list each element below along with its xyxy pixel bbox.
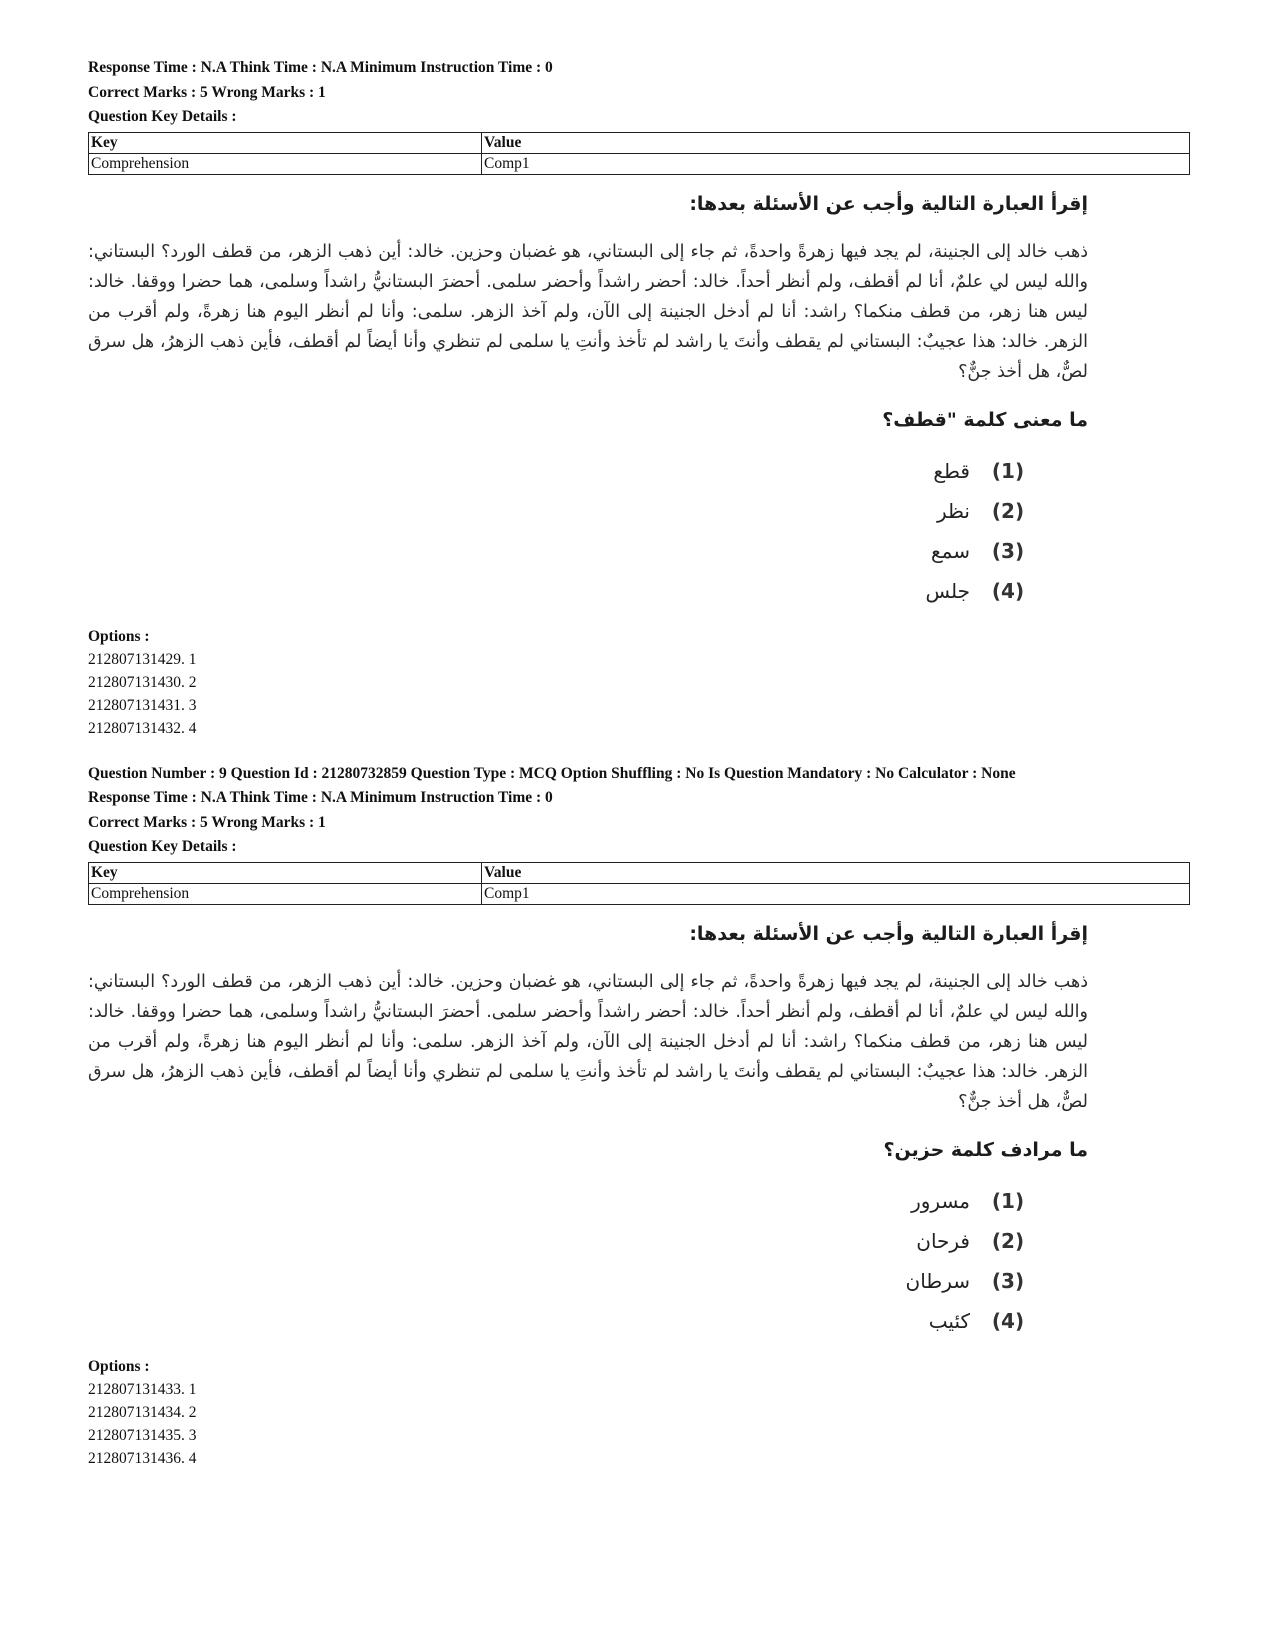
choice-number: (2) xyxy=(991,1228,1025,1253)
question-image xyxy=(88,189,1088,611)
choice-list xyxy=(88,451,1088,611)
choice-number: (1) xyxy=(991,1188,1025,1213)
meta-response-time: Response Time : N.A Think Time : N.A Minimum Instruction Time : 0 xyxy=(88,59,553,76)
document-page xyxy=(88,56,1188,1470)
choice-list xyxy=(88,1181,1088,1341)
choice-number: (3) xyxy=(991,1268,1025,1293)
meta-key-details-label: Question Key Details : xyxy=(88,838,237,855)
choice-item xyxy=(88,1181,1088,1221)
meta-key-details-label: Question Key Details : xyxy=(88,108,237,125)
options-label: Options : xyxy=(88,1357,150,1375)
choice-item xyxy=(88,1301,1088,1341)
option-id-line: 212807131431. 3 xyxy=(88,696,197,714)
table-header-key: Key xyxy=(89,862,482,883)
choice-item xyxy=(88,531,1088,571)
option-id-line: 212807131433. 1 xyxy=(88,1380,197,1398)
meta-marks: Correct Marks : 5 Wrong Marks : 1 xyxy=(88,83,326,101)
choice-text: كئيب xyxy=(928,1308,970,1333)
option-id-line: 212807131436. 4 xyxy=(88,1449,197,1467)
meta-response-time: Response Time : N.A Think Time : N.A Minimum Instruction Time : 0 xyxy=(88,789,553,806)
choice-number: (1) xyxy=(991,458,1025,483)
table-cell-key: Comprehension xyxy=(89,153,482,174)
question-stem: ما معنى كلمة "قطف؟ xyxy=(882,408,1088,431)
question-image xyxy=(88,919,1088,1341)
option-id-line: 212807131434. 2 xyxy=(88,1403,197,1421)
question-block-9 xyxy=(88,762,1188,1470)
key-details-table xyxy=(88,132,1190,175)
choice-number: (4) xyxy=(991,1308,1025,1333)
table-cell-value: Comp1 xyxy=(482,883,1190,904)
table-header-value: Value xyxy=(482,132,1190,153)
choice-number: (2) xyxy=(991,498,1025,523)
option-id-line: 212807131435. 3 xyxy=(88,1426,197,1444)
options-list xyxy=(88,625,1188,740)
choice-text: سمع xyxy=(931,538,970,563)
choice-text: سرطان xyxy=(905,1268,970,1293)
option-id-line: 212807131432. 4 xyxy=(88,719,197,737)
choice-item xyxy=(88,1221,1088,1261)
table-row xyxy=(89,153,1190,174)
choice-number: (4) xyxy=(991,578,1025,603)
choice-text: فرحان xyxy=(916,1228,970,1253)
comprehension-passage: ذهب خالد إلى الجنينة، لم يجد فيها زهرةً واحدةً، ثم جاء إلى البستاني، هو غضبان وحزين. خالد: أين ذهب الزهر، من قطف الورد؟ البستاني: والله ليس لي علمٌ، أنا لم أقطف، ولم أنظر أحداً. خالد: أحضر راشداً وأحضر سلمى. أحضرَ البستانيُّ راشداً وسلمى، هما حضرا ووقفا. خالد: ليس هنا زهر، من قطف منكما؟ راشد: أنا لم أدخل الجنينة إلى الآن، ولم آخذ الزهر. سلمى: وأنا لم أنظر اليوم هنا زهرةً، ولم أقرب من الزهر. خالد: هذا عجيبٌ: البستاني لم يقطف وأنتَ يا راشد لم تأخذ وأنتِ يا سلمى لم تنظري وأنا أيضاً لم أقطف، فأين ذهب الزهرُ، هل سرق لصٌّ، هل أخذ جنٌّ؟ xyxy=(88,971,1088,1112)
table-cell-key: Comprehension xyxy=(89,883,482,904)
choice-item xyxy=(88,491,1088,531)
choice-item xyxy=(88,1261,1088,1301)
table-header-row xyxy=(89,862,1190,883)
choice-text: جلس xyxy=(925,578,970,603)
choice-text: قطع xyxy=(933,458,970,483)
choice-text: مسرور xyxy=(911,1188,970,1213)
options-label: Options : xyxy=(88,627,150,645)
table-header-row xyxy=(89,132,1190,153)
choice-item xyxy=(88,571,1088,611)
table-cell-value: Comp1 xyxy=(482,153,1190,174)
table-header-value: Value xyxy=(482,862,1190,883)
meta-question-header: Question Number : 9 Question Id : 21280732859 Question Type : MCQ Option Shuffling : No Is Question Mandatory : No Calculator : None xyxy=(88,764,1016,782)
option-id-line: 212807131429. 1 xyxy=(88,650,197,668)
question-stem: ما مرادف كلمة حزين؟ xyxy=(883,1138,1088,1161)
option-id-line: 212807131430. 2 xyxy=(88,673,197,691)
comprehension-instruction: إقرأ العبارة التالية وأجب عن الأسئلة بعدها: xyxy=(689,192,1088,215)
key-details-table xyxy=(88,862,1190,905)
choice-text: نظر xyxy=(936,498,970,523)
meta-marks: Correct Marks : 5 Wrong Marks : 1 xyxy=(88,813,326,831)
comprehension-instruction: إقرأ العبارة التالية وأجب عن الأسئلة بعدها: xyxy=(689,922,1088,945)
choice-item xyxy=(88,451,1088,491)
choice-number: (3) xyxy=(991,538,1025,563)
question-block-8 xyxy=(88,56,1188,740)
options-list xyxy=(88,1355,1188,1470)
table-row xyxy=(89,883,1190,904)
table-header-key: Key xyxy=(89,132,482,153)
comprehension-passage: ذهب خالد إلى الجنينة، لم يجد فيها زهرةً واحدةً، ثم جاء إلى البستاني، هو غضبان وحزين. خالد: أين ذهب الزهر، من قطف الورد؟ البستاني: والله ليس لي علمٌ، أنا لم أقطف، ولم أنظر أحداً. خالد: أحضر راشداً وأحضر سلمى. أحضرَ البستانيُّ راشداً وسلمى، هما حضرا ووقفا. خالد: ليس هنا زهر، من قطف منكما؟ راشد: أنا لم أدخل الجنينة إلى الآن، ولم آخذ الزهر. سلمى: وأنا لم أنظر اليوم هنا زهرةً، ولم أقرب من الزهر. خالد: هذا عجيبٌ: البستاني لم يقطف وأنتَ يا راشد لم تأخذ وأنتِ يا سلمى لم تنظري وأنا أيضاً لم أقطف، فأين ذهب الزهرُ، هل سرق لصٌّ، هل أخذ جنٌّ؟ xyxy=(88,241,1088,382)
